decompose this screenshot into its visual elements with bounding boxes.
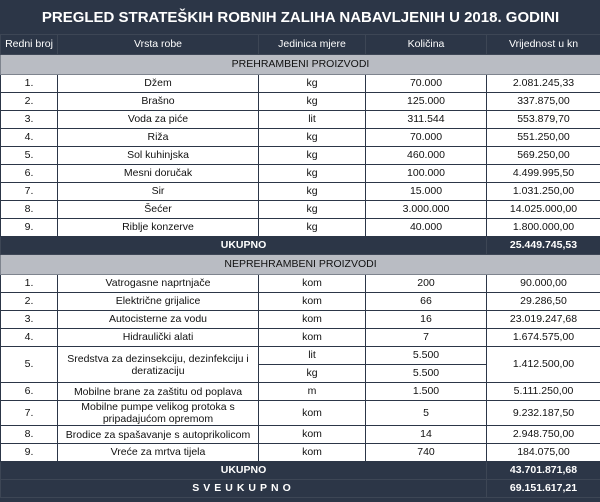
- row-number: 6.: [1, 383, 58, 401]
- row-qty: 5.500: [366, 347, 487, 365]
- row-number: 9.: [1, 444, 58, 462]
- row-qty: 5.500: [366, 365, 487, 383]
- row-unit: kg: [259, 183, 366, 201]
- food-total-label: UKUPNO: [1, 237, 487, 255]
- row-item: Mesni doručak: [58, 165, 259, 183]
- row-qty: 14: [366, 426, 487, 444]
- nonfood-total-label: UKUPNO: [1, 462, 487, 480]
- row-item: Voda za piće: [58, 111, 259, 129]
- table-row: [1, 383, 600, 401]
- row-item: Električne grijalice: [58, 293, 259, 311]
- row-value: 1.031.250,00: [487, 183, 600, 201]
- row-item: Vreće za mrtva tijela: [58, 444, 259, 462]
- row-unit: m: [259, 383, 366, 401]
- row-number: 1.: [1, 275, 58, 293]
- row-value: 2.948.750,00: [487, 426, 600, 444]
- row-unit: kg: [259, 219, 366, 237]
- row-qty: 40.000: [366, 219, 487, 237]
- table-row: [1, 201, 600, 219]
- row-value: 184.075,00: [487, 444, 600, 462]
- row-item: Riblje konzerve: [58, 219, 259, 237]
- row-item: Šećer: [58, 201, 259, 219]
- nonfood-total-row: [1, 462, 600, 480]
- section-title-nonfood: NEPREHRAMBENI PROIZVODI: [1, 255, 600, 275]
- row-item: Vatrogasne naprtnjače: [58, 275, 259, 293]
- row-number: 6.: [1, 165, 58, 183]
- row-unit: kg: [259, 165, 366, 183]
- col-header-qty: Količina: [366, 35, 487, 55]
- table-row: [1, 183, 600, 201]
- table-title: PREGLED STRATEŠKIH ROBNIH ZALIHA NABAVLJENIH U 2018. GODINI: [1, 0, 600, 35]
- section-header-food: [1, 55, 600, 75]
- row-number: 8.: [1, 426, 58, 444]
- row-number: 8.: [1, 201, 58, 219]
- row-unit: kom: [259, 275, 366, 293]
- row-value: 1.800.000,00: [487, 219, 600, 237]
- row-unit: kg: [259, 365, 366, 383]
- row-value: 9.232.187,50: [487, 401, 600, 426]
- row-number: 9.: [1, 219, 58, 237]
- row-unit: kom: [259, 311, 366, 329]
- nonfood-total-value: 43.701.871,68: [487, 462, 600, 480]
- row-item: Sol kuhinjska: [58, 147, 259, 165]
- row-value: 553.879,70: [487, 111, 600, 129]
- table-row: [1, 401, 600, 426]
- food-rows: [1, 75, 600, 237]
- grand-total-row: [1, 480, 600, 498]
- table-row: [1, 426, 600, 444]
- table-row: [1, 311, 600, 329]
- row-value: 29.286,50: [487, 293, 600, 311]
- row-qty: 70.000: [366, 129, 487, 147]
- grand-total-value: 69.151.617,21: [487, 480, 600, 498]
- row-number: 1.: [1, 75, 58, 93]
- row-value: 1.674.575,00: [487, 329, 600, 347]
- row-qty: 460.000: [366, 147, 487, 165]
- row-unit: kom: [259, 401, 366, 426]
- row-qty: 740: [366, 444, 487, 462]
- row-value: 337.875,00: [487, 93, 600, 111]
- table-row: [1, 219, 600, 237]
- row-item: Džem: [58, 75, 259, 93]
- row-value: 2.081.245,33: [487, 75, 600, 93]
- row-unit: kg: [259, 93, 366, 111]
- row-value: 551.250,00: [487, 129, 600, 147]
- table-row: [1, 129, 600, 147]
- row-qty: 16: [366, 311, 487, 329]
- table-row: [1, 347, 600, 365]
- table-row: [1, 275, 600, 293]
- table-row: [1, 147, 600, 165]
- row-qty: 5: [366, 401, 487, 426]
- food-total-row: [1, 237, 600, 255]
- row-qty: 66: [366, 293, 487, 311]
- row-item: Brodice za spašavanje s autoprikolicom: [58, 426, 259, 444]
- row-value: 1.412.500,00: [487, 347, 600, 383]
- row-item: Autocisterne za vodu: [58, 311, 259, 329]
- table-row: [1, 293, 600, 311]
- row-unit: kom: [259, 444, 366, 462]
- row-value: 569.250,00: [487, 147, 600, 165]
- row-number: 2.: [1, 93, 58, 111]
- col-header-value: Vrijednost u kn: [487, 35, 600, 55]
- row-number: 7.: [1, 401, 58, 426]
- row-value: 23.019.247,68: [487, 311, 600, 329]
- col-header-unit: Jedinica mjere: [259, 35, 366, 55]
- row-unit: lit: [259, 111, 366, 129]
- nonfood-rows: [1, 275, 600, 347]
- row-value: 14.025.000,00: [487, 201, 600, 219]
- row-unit: kg: [259, 75, 366, 93]
- row-qty: 311.544: [366, 111, 487, 129]
- row-unit: kg: [259, 129, 366, 147]
- row-qty: 200: [366, 275, 487, 293]
- row-value: 90.000,00: [487, 275, 600, 293]
- row-number: 5.: [1, 147, 58, 165]
- row-unit: lit: [259, 347, 366, 365]
- row-value: 4.499.995,50: [487, 165, 600, 183]
- table-row: [1, 93, 600, 111]
- row-unit: kom: [259, 426, 366, 444]
- row-value: 5.111.250,00: [487, 383, 600, 401]
- row-unit: kg: [259, 147, 366, 165]
- row-item: Hidraulički alati: [58, 329, 259, 347]
- row-unit: kg: [259, 201, 366, 219]
- row-qty: 3.000.000: [366, 201, 487, 219]
- row-unit: kom: [259, 293, 366, 311]
- row-number: 3.: [1, 311, 58, 329]
- row-unit: kom: [259, 329, 366, 347]
- section-header-nonfood: [1, 255, 600, 275]
- row-number: 5.: [1, 347, 58, 383]
- row-qty: 7: [366, 329, 487, 347]
- row-number: 4.: [1, 329, 58, 347]
- title-row: [1, 0, 600, 35]
- table-row: [1, 111, 600, 129]
- table-row: [1, 444, 600, 462]
- section-title-food: PREHRAMBENI PROIZVODI: [1, 55, 600, 75]
- row-number: 2.: [1, 293, 58, 311]
- table-row: [1, 165, 600, 183]
- row-number: 7.: [1, 183, 58, 201]
- row-item: Sredstva za dezinsekciju, dezinfekciju i deratizaciju: [58, 347, 259, 383]
- row-number: 4.: [1, 129, 58, 147]
- row-item: Mobilne pumpe velikog protoka s pripadajućom opremom: [58, 401, 259, 426]
- row-item: Brašno: [58, 93, 259, 111]
- row-qty: 125.000: [366, 93, 487, 111]
- header-row: [1, 35, 600, 55]
- row-item: Sir: [58, 183, 259, 201]
- row-qty: 15.000: [366, 183, 487, 201]
- row-item: Mobilne brane za zaštitu od poplava: [58, 383, 259, 401]
- col-header-rb: Redni broj: [1, 35, 58, 55]
- row-number: 3.: [1, 111, 58, 129]
- grand-total-label: SVEUKUPNO: [1, 480, 487, 498]
- row-qty: 70.000: [366, 75, 487, 93]
- table-row: [1, 329, 600, 347]
- row-qty: 100.000: [366, 165, 487, 183]
- col-header-item: Vrsta robe: [58, 35, 259, 55]
- table-row: [1, 75, 600, 93]
- nonfood-rows-after: [1, 383, 600, 462]
- row-item: Riža: [58, 129, 259, 147]
- row-qty: 1.500: [366, 383, 487, 401]
- food-total-value: 25.449.745,53: [487, 237, 600, 255]
